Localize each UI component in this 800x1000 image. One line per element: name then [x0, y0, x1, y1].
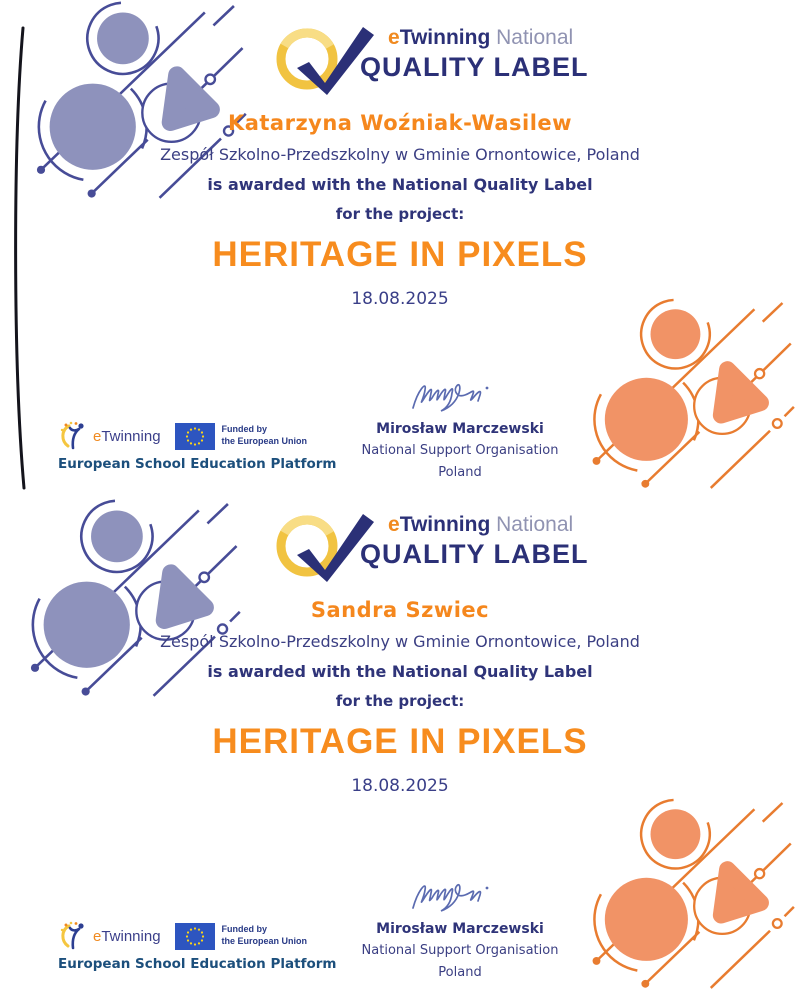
logo-national: National — [490, 513, 574, 536]
signature-icon — [405, 374, 515, 418]
geometric-decoration-orange-icon — [586, 303, 794, 490]
etwinning-figure-icon — [58, 420, 90, 452]
recipient-name: Katarzyna Woźniak-Wasilew — [227, 111, 573, 135]
footer-logos — [58, 920, 307, 952]
logo-line1 — [348, 25, 589, 51]
logo-quality-label: QUALITY LABEL — [360, 52, 589, 82]
project-line: for the project: — [335, 692, 465, 710]
signer-country: Poland — [438, 465, 482, 480]
platform-name: European School Education Platform — [58, 456, 337, 472]
footer-logos — [58, 420, 307, 452]
signer-name: Mirosław Marczewski — [376, 921, 544, 937]
quality-label-logo — [274, 25, 589, 97]
signer-name: Mirosław Marczewski — [376, 421, 544, 437]
etwinning-logo — [58, 920, 161, 952]
signature-block — [330, 874, 590, 980]
funded-by-text: Funded by the European Union — [221, 924, 308, 946]
geometric-decoration-orange-icon — [586, 803, 794, 990]
signer-organisation: National Support Organisation — [361, 443, 559, 458]
logo-line1 — [348, 512, 589, 538]
quality-label-logo — [274, 512, 589, 584]
eu-funded-logo — [175, 923, 308, 950]
signature-block — [330, 374, 590, 480]
school-name: Zespół Szkolno-Przedszkolny w Gminie Ornontowice, Poland — [160, 632, 640, 651]
award-line: is awarded with the National Quality Label — [207, 662, 593, 681]
award-date: 18.08.2025 — [351, 776, 449, 796]
award-line: is awarded with the National Quality Label — [207, 175, 593, 194]
platform-name: European School Education Platform — [58, 956, 337, 972]
funded-by-text: Funded by the European Union — [221, 424, 308, 446]
etwinning-logo — [58, 420, 161, 452]
recipient-name: Sandra Szwiec — [310, 598, 490, 622]
certificate-2 — [0, 500, 800, 1000]
signer-country: Poland — [438, 965, 482, 980]
logo-twinning: Twinning — [399, 513, 491, 536]
logo-national: National — [490, 26, 574, 49]
etwinning-figure-icon — [58, 920, 90, 952]
project-line: for the project: — [335, 205, 465, 223]
etwinning-wordmark: eTwinning — [93, 427, 161, 445]
project-title: HERITAGE IN PIXELS — [212, 235, 588, 274]
school-name: Zespół Szkolno-Przedszkolny w Gminie Ornontowice, Poland — [160, 145, 640, 164]
signature-icon — [405, 874, 515, 918]
logo-e: e — [388, 26, 400, 49]
signer-organisation: National Support Organisation — [361, 943, 559, 958]
eu-flag-icon — [175, 923, 215, 950]
etwinning-wordmark: eTwinning — [93, 927, 161, 945]
logo-quality-label: QUALITY LABEL — [360, 539, 589, 569]
logo-e: e — [388, 513, 400, 536]
logo-twinning: Twinning — [399, 26, 491, 49]
award-date: 18.08.2025 — [351, 289, 449, 309]
eu-flag-icon — [175, 423, 215, 450]
project-title: HERITAGE IN PIXELS — [212, 722, 588, 761]
eu-funded-logo — [175, 423, 308, 450]
